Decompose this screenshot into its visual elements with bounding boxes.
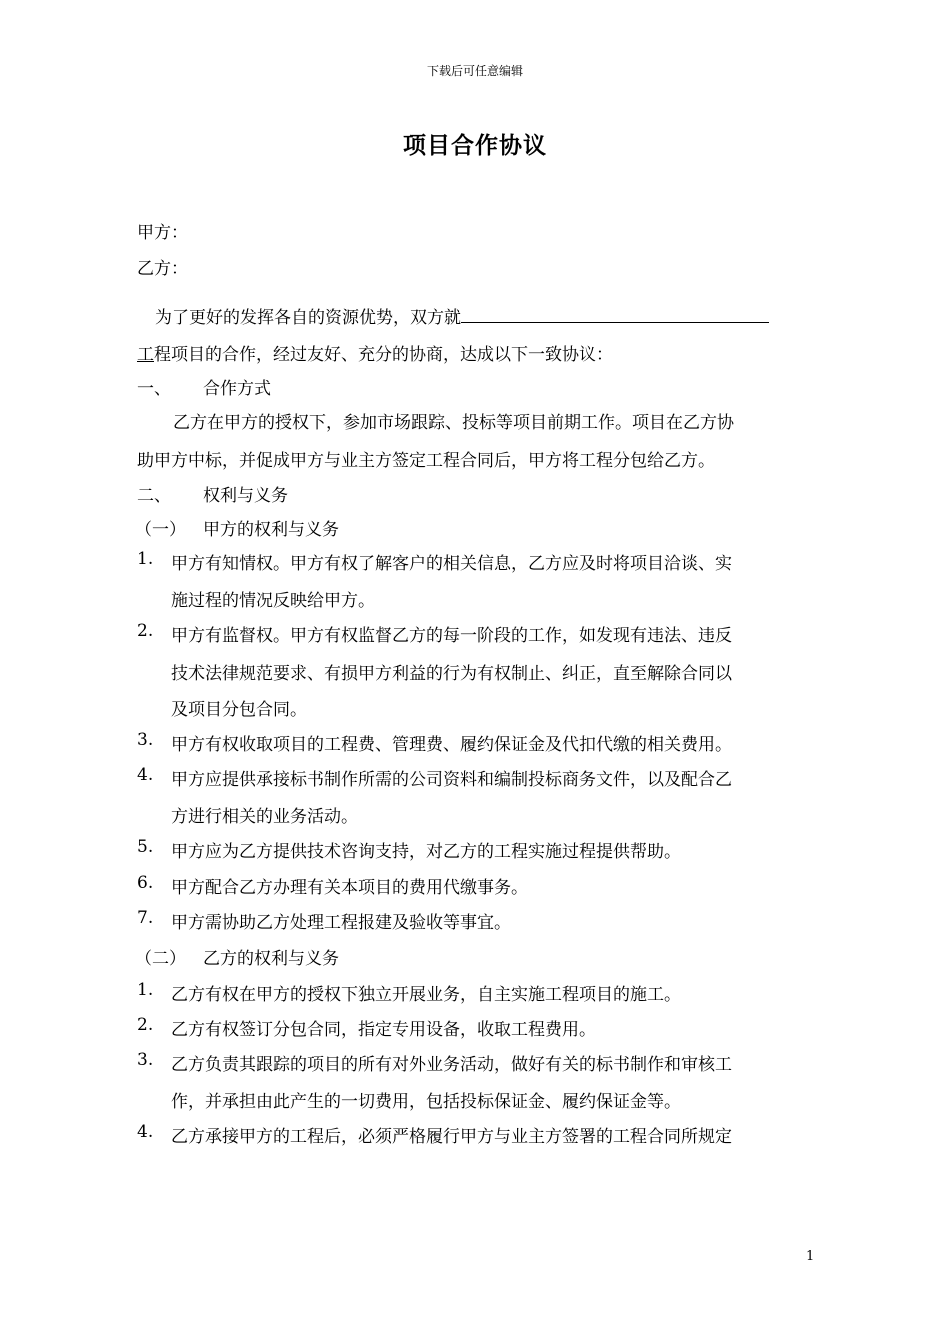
intro-line-2 (137, 340, 613, 365)
list-item-number: 1. (137, 980, 154, 1000)
intro-text: 为了更好的发挥各自的资源优势，双方就 (155, 308, 461, 328)
list-item-line: 甲方应提供承接标书制作所需的公司资料和编制投标商务文件，以及配合乙 (171, 770, 732, 790)
list-item-line: 甲方有监督权。甲方有权监督乙方的每一阶段的工作，如发现有违法、违反 (171, 626, 732, 646)
list-item-number: 4. (137, 765, 154, 785)
list-item-number: 3. (137, 1050, 154, 1070)
document-title: 项目合作协议 (403, 132, 547, 159)
list-item-line: 施过程的情况反映给甲方。 (171, 591, 375, 611)
subsection-1-number: （一） (135, 520, 186, 540)
section-2-title: 权利与义务 (203, 486, 288, 506)
list-item-number: 2. (137, 1015, 154, 1035)
section-1-para-line: 助甲方中标，并促成甲方与业主方签定工程合同后，甲方将工程分包给乙方。 (137, 451, 715, 471)
list-item-line: 甲方有知情权。甲方有权了解客户的相关信息，乙方应及时将项目洽谈、实 (171, 554, 732, 574)
subsection-1-title: 甲方的权利与义务 (203, 520, 339, 540)
list-item-number: 6. (137, 873, 154, 893)
section-1-title: 合作方式 (203, 379, 271, 399)
list-item-line: 甲方配合乙方办理有关本项目的费用代缴事务。 (171, 878, 528, 898)
section-1-number: 一、 (137, 379, 171, 399)
page-number: 1 (806, 1249, 815, 1264)
list-item-number: 7. (137, 908, 154, 928)
list-item-line: 方进行相关的业务活动。 (171, 807, 358, 827)
list-item-line: 乙方有权签订分包合同，指定专用设备，收取工程费用。 (171, 1020, 596, 1040)
list-item-number: 2. (137, 621, 154, 641)
list-item-line: 甲方有权收取项目的工程费、管理费、履约保证金及代扣代缴的相关费用。 (171, 735, 732, 755)
list-item-line: 及项目分包合同。 (171, 700, 307, 720)
intro-underlined-char: 工 (137, 345, 154, 365)
subsection-2-title: 乙方的权利与义务 (203, 949, 339, 969)
list-item-line: 乙方承接甲方的工程后，必须严格履行甲方与业主方签署的工程合同所规定 (171, 1127, 732, 1147)
section-2-number: 二、 (137, 486, 171, 506)
list-item-number: 3. (137, 730, 154, 750)
party-b-label: 乙方： (137, 259, 188, 279)
intro-text-rest: 程项目的合作，经过友好、充分的协商，达成以下一致协议： (154, 345, 613, 365)
list-item-number: 5. (137, 837, 154, 857)
project-name-blank (461, 304, 769, 323)
list-item-line: 作，并承担由此产生的一切费用，包括投标保证金、履约保证金等。 (171, 1092, 681, 1112)
page-header: 下载后可任意编辑 (426, 64, 523, 78)
party-a-label: 甲方： (137, 223, 188, 243)
list-item-number: 1. (137, 549, 154, 569)
list-item-line: 技术法律规范要求、有损甲方利益的行为有权制止、纠正，直至解除合同以 (171, 664, 732, 684)
subsection-2-number: （二） (135, 949, 186, 969)
intro-line-1 (155, 303, 769, 328)
list-item-line: 甲方应为乙方提供技术咨询支持，对乙方的工程实施过程提供帮助。 (171, 842, 681, 862)
section-1-para-line: 乙方在甲方的授权下，参加市场跟踪、投标等项目前期工作。项目在乙方协 (173, 413, 734, 433)
list-item-line: 乙方负责其跟踪的项目的所有对外业务活动，做好有关的标书制作和审核工 (171, 1055, 732, 1075)
list-item-number: 4. (137, 1122, 154, 1142)
list-item-line: 甲方需协助乙方处理工程报建及验收等事宜。 (171, 913, 511, 933)
list-item-line: 乙方有权在甲方的授权下独立开展业务，自主实施工程项目的施工。 (171, 985, 681, 1005)
